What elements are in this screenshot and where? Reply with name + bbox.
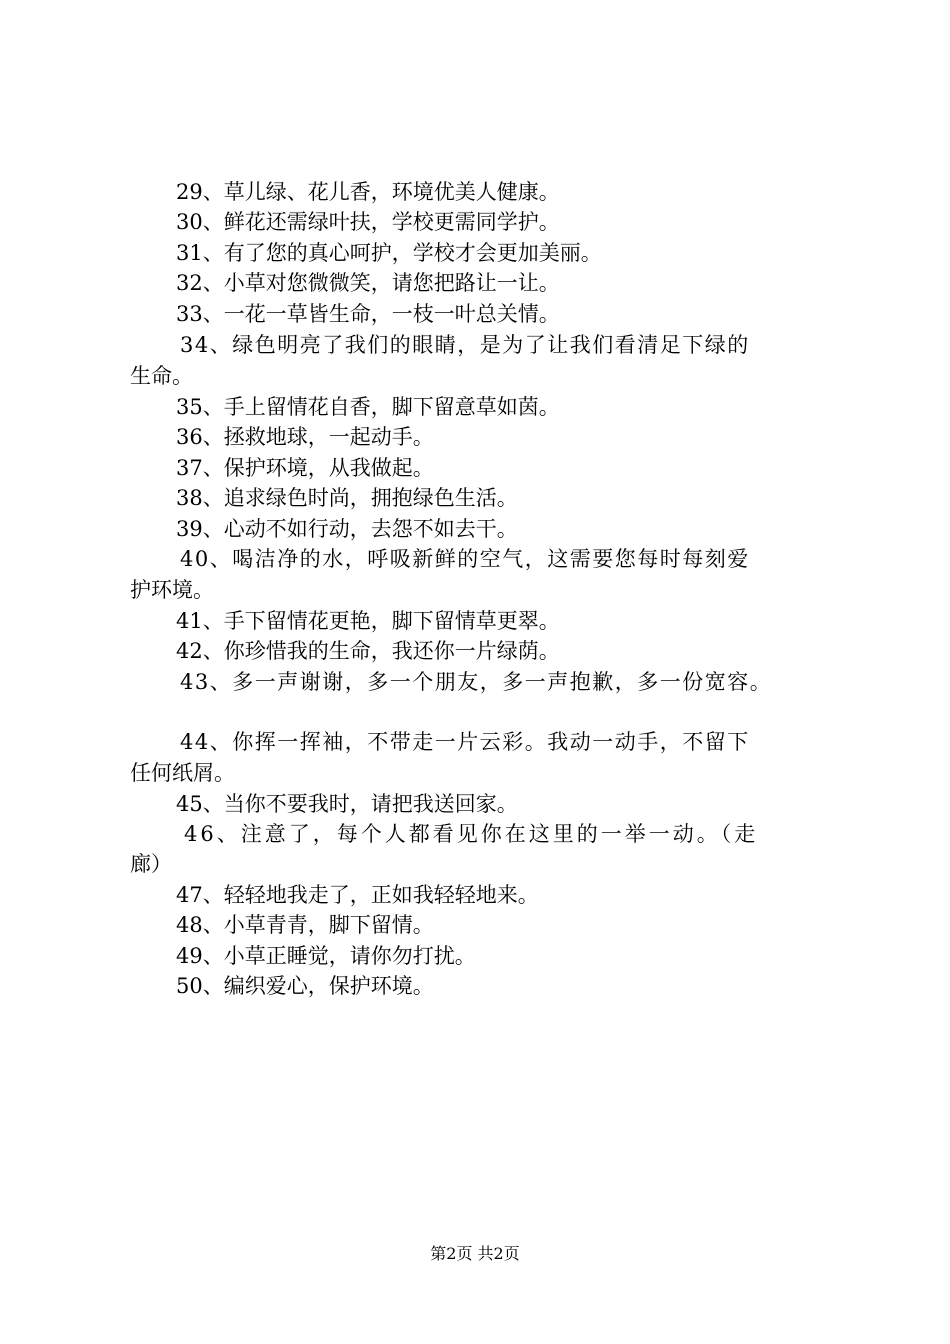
slogan-38: 38、追求绿色时尚，拥抱绿色生活。 <box>176 486 518 510</box>
slogan-42: 42、你珍惜我的生命，我还你一片绿荫。 <box>176 639 560 663</box>
slogan-45: 45、当你不要我时，请把我送回家。 <box>176 792 518 816</box>
slogan-44: 44、你挥一挥袖，不带走一片云彩。我动一动手，不留下 <box>180 730 750 754</box>
slogan-39: 39、心动不如行动，去怨不如去干。 <box>176 517 518 541</box>
slogan-46: 46、注意了，每个人都看见你在这里的一举一动。（走 <box>184 822 759 846</box>
page-number-footer: 第2页 共2页 <box>430 1244 520 1263</box>
slogan-40: 40、喝洁净的水，呼吸新鲜的空气，这需要您每时每刻爱 <box>180 547 750 571</box>
slogan-29: 29、草儿绿、花儿香，环境优美人健康。 <box>176 180 560 204</box>
slogan-41: 41、手下留情花更艳，脚下留情草更翠。 <box>176 609 560 633</box>
slogan-47: 47、轻轻地我走了，正如我轻轻地来。 <box>176 883 539 907</box>
slogan-40-continued: 护环境。 <box>130 578 214 602</box>
slogan-32: 32、小草对您微微笑，请您把路让一让。 <box>176 271 560 295</box>
slogan-44-continued: 任何纸屑。 <box>130 761 235 785</box>
slogan-34-continued: 生命。 <box>130 364 193 388</box>
slogan-43: 43、多一声谢谢，多一个朋友，多一声抱歉，多一份宽容。 <box>180 670 773 694</box>
slogan-46-continued: 廊） <box>130 852 172 876</box>
slogan-36: 36、拯救地球，一起动手。 <box>176 425 434 449</box>
slogan-37: 37、保护环境，从我做起。 <box>176 456 434 480</box>
slogan-31: 31、有了您的真心呵护，学校才会更加美丽。 <box>176 241 602 265</box>
slogan-48: 48、小草青青，脚下留情。 <box>176 913 434 937</box>
slogan-50: 50、编织爱心，保护环境。 <box>176 974 434 998</box>
slogan-34: 34、绿色明亮了我们的眼睛，是为了让我们看清足下绿的 <box>180 333 750 357</box>
slogan-35: 35、手上留情花自香，脚下留意草如茵。 <box>176 395 560 419</box>
slogan-33: 33、一花一草皆生命，一枝一叶总关情。 <box>176 302 560 326</box>
slogan-49: 49、小草正睡觉，请你勿打扰。 <box>176 944 476 968</box>
slogan-30: 30、鲜花还需绿叶扶，学校更需同学护。 <box>176 210 560 234</box>
